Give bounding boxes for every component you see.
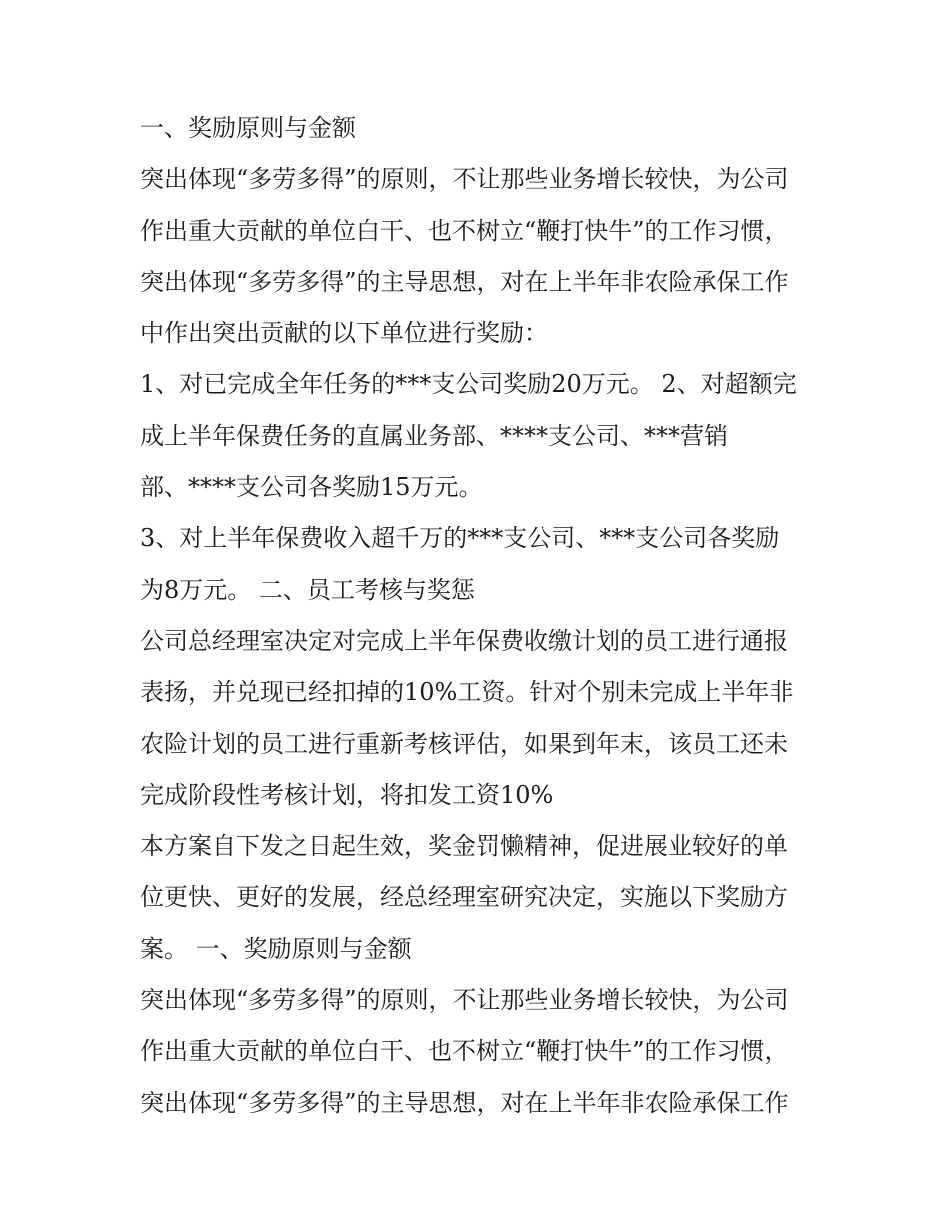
document-body [140, 110, 820, 1136]
text-line: 成上半年保费任务的直属业务部、****支公司、***营销 [140, 421, 728, 450]
text-line: 案。 一、奖励原则与金额 [140, 934, 412, 963]
text-line: 突出体现“多劳多得”的主导思想，对在上半年非农险承保工作 [140, 1088, 789, 1117]
text-line: 部、****支公司各奖励15万元。 [140, 473, 483, 502]
text-line: 公司总经理室决定对完成上半年保费收缴计划的员工进行通报 [140, 626, 788, 655]
text-line: 完成阶段性考核计划，将扣发工资10% [140, 780, 554, 809]
text-line: 突出体现“多劳多得”的原则，不让那些业务增长较快，为公司 [140, 986, 789, 1015]
text-line: 表扬，并兑现已经扣掉的10%工资。针对个别未完成上半年非 [140, 678, 794, 707]
text-line: 一、奖励原则与金额 [140, 114, 356, 142]
text-line: 突出体现“多劳多得”的主导思想，对在上半年非农险承保工作 [140, 267, 789, 296]
text-line: 中作出突出贡献的以下单位进行奖励： [140, 319, 548, 348]
text-line: 作出重大贡献的单位白干、也不树立“鞭打快牛”的工作习惯， [140, 216, 789, 245]
text-line: 作出重大贡献的单位白干、也不树立“鞭打快牛”的工作习惯， [140, 1037, 789, 1066]
text-line: 为8万元。 二、员工考核与奖惩 [140, 575, 475, 604]
text-line: 1、对已完成全年任务的***支公司奖励20万元。 2、对超额完 [140, 370, 797, 399]
text-line: 本方案自下发之日起生效，奖金罚懒精神，促进展业较好的单 [140, 832, 788, 861]
text-line: 农险计划的员工进行重新考核评估，如果到年末，该员工还未 [140, 729, 788, 758]
text-line: 位更快、更好的发展，经总经理室研究决定，实施以下奖励方 [140, 883, 788, 912]
text-line: 3、对上半年保费收入超千万的***支公司、***支公司各奖励 [140, 524, 780, 553]
text-line: 突出体现“多劳多得”的原则，不让那些业务增长较快，为公司 [140, 165, 789, 194]
